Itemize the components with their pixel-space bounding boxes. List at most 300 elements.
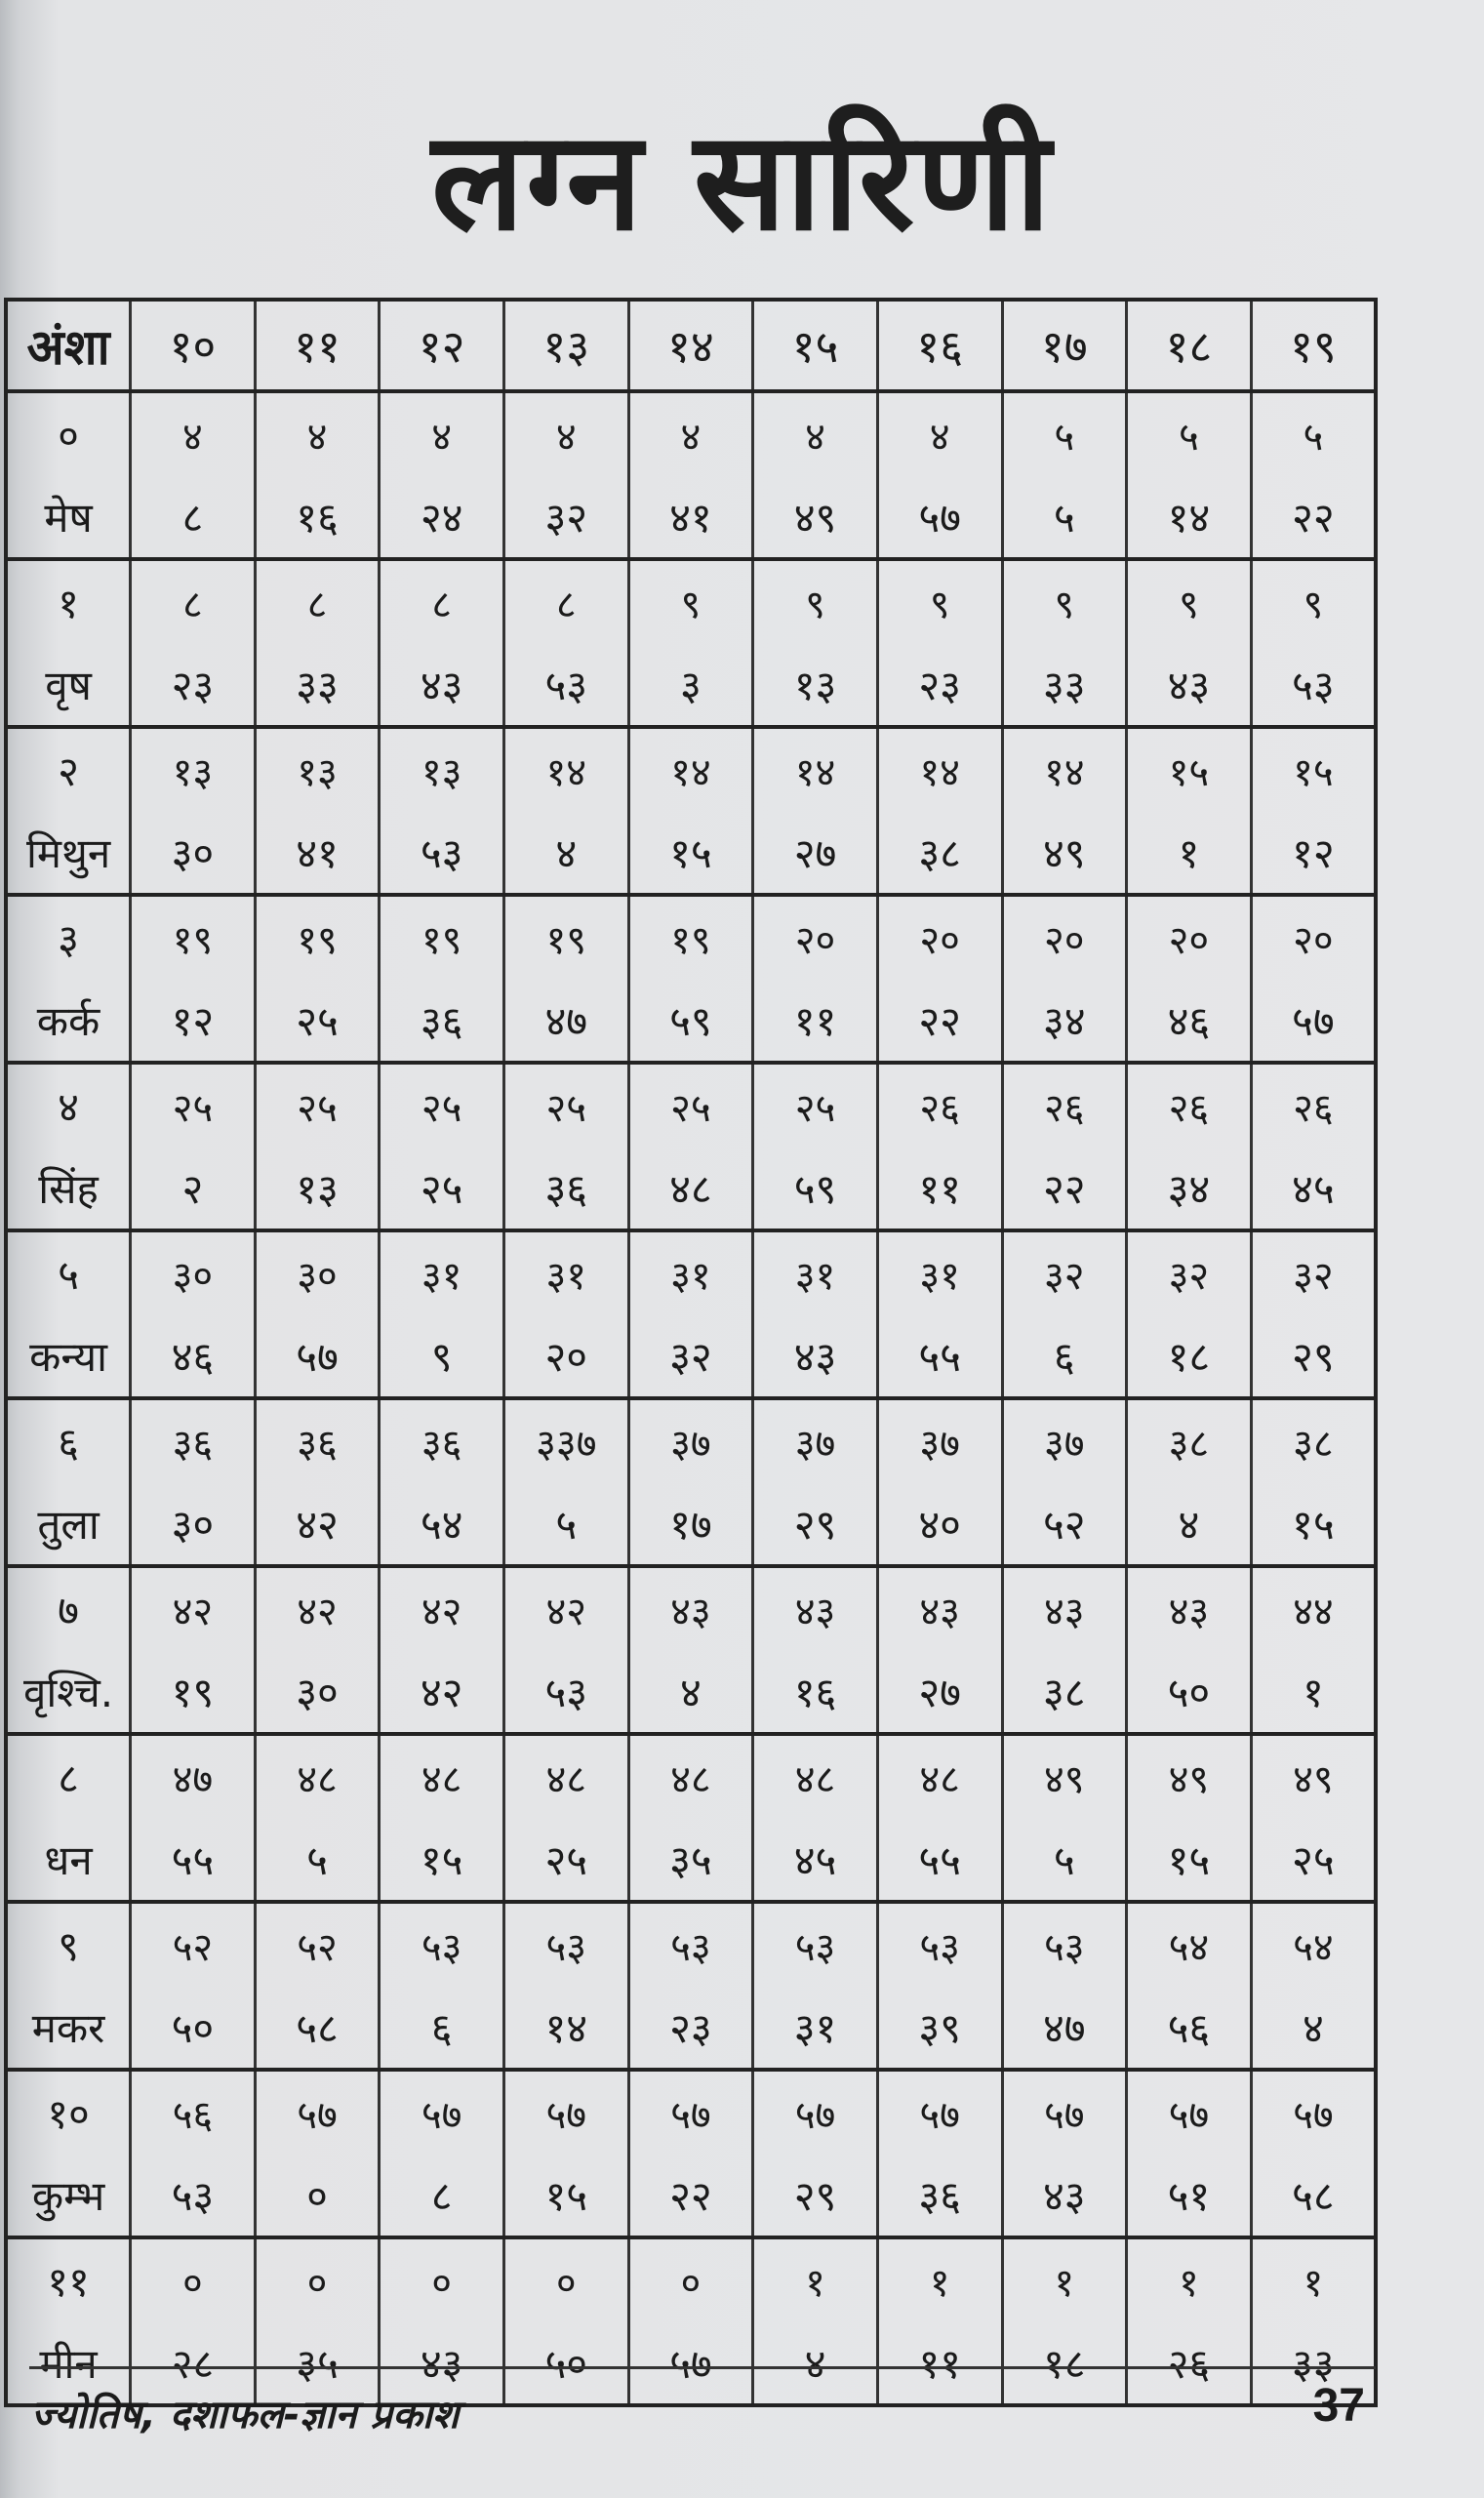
- degree-cell: १: [877, 2237, 1002, 2321]
- degree-cell: ३८: [1127, 1398, 1252, 1482]
- degree-cell: ५४: [1251, 1902, 1376, 1986]
- degree-cell: ५७: [380, 2070, 504, 2154]
- degree-cell: १: [753, 2237, 878, 2321]
- sign-index-cell: ०: [6, 391, 131, 475]
- sign-name-cell: कुम्भ: [6, 2154, 131, 2237]
- minute-cell: ४०: [877, 1482, 1002, 1566]
- minute-cell: २०: [504, 1314, 629, 1398]
- degree-cell: २५: [131, 1063, 256, 1147]
- degree-cell: ४७: [131, 1734, 256, 1818]
- sign-name-cell: मिथुन: [6, 811, 131, 895]
- header-cell-degree: १४: [628, 300, 753, 391]
- minute-cell: ५०: [131, 1986, 256, 2070]
- table-row-degrees: [6, 1230, 1376, 1314]
- degree-cell: ९: [628, 559, 753, 643]
- minute-cell: २३: [628, 1986, 753, 2070]
- degree-cell: ४३: [1002, 1566, 1127, 1650]
- degree-cell: ५३: [628, 1902, 753, 1986]
- minute-cell: ३८: [877, 811, 1002, 895]
- minute-cell: ५३: [504, 643, 629, 727]
- header-cell-degree: १०: [131, 300, 256, 391]
- minute-cell: ५०: [504, 2321, 629, 2405]
- minute-cell: २९: [1251, 1314, 1376, 1398]
- minute-cell: ३०: [131, 1482, 256, 1566]
- minute-cell: ४३: [1127, 643, 1252, 727]
- table-row-minutes: [6, 1147, 1376, 1230]
- minute-cell: ११: [877, 1147, 1002, 1230]
- minute-cell: ३५: [628, 1818, 753, 1902]
- minute-cell: ५०: [1127, 1650, 1252, 1734]
- minute-cell: ४: [504, 811, 629, 895]
- table-row-minutes: [6, 811, 1376, 895]
- minute-cell: ३५: [255, 2321, 380, 2405]
- minute-cell: ५६: [1127, 1986, 1252, 2070]
- degree-cell: ४३: [877, 1566, 1002, 1650]
- degree-cell: ४२: [380, 1566, 504, 1650]
- degree-cell: १५: [1127, 727, 1252, 811]
- minute-cell: ४५: [1251, 1147, 1376, 1230]
- sign-name-cell: धन: [6, 1818, 131, 1902]
- minute-cell: ४६: [1127, 979, 1252, 1063]
- minute-cell: २५: [255, 979, 380, 1063]
- sign-index-cell: ३: [6, 895, 131, 979]
- minute-cell: ५२: [1002, 1482, 1127, 1566]
- degree-cell: १४: [877, 727, 1002, 811]
- header-row: [6, 300, 1376, 391]
- header-cell-degree: १३: [504, 300, 629, 391]
- minute-cell: ४३: [753, 1314, 878, 1398]
- degree-cell: ४८: [628, 1734, 753, 1818]
- sign-index-cell: १: [6, 559, 131, 643]
- minute-cell: ३६: [380, 979, 504, 1063]
- minute-cell: ३६: [504, 1147, 629, 1230]
- sign-name-cell: तुला: [6, 1482, 131, 1566]
- minute-cell: १७: [628, 1482, 753, 1566]
- minute-cell: १५: [380, 1818, 504, 1902]
- minute-cell: २५: [380, 1147, 504, 1230]
- degree-cell: ३३७: [504, 1398, 629, 1482]
- degree-cell: ३१: [504, 1230, 629, 1314]
- degree-cell: ४४: [1251, 1566, 1376, 1650]
- degree-cell: २५: [504, 1063, 629, 1147]
- minute-cell: ५४: [380, 1482, 504, 1566]
- degree-cell: १९: [504, 895, 629, 979]
- degree-cell: २०: [753, 895, 878, 979]
- minute-cell: ३९: [877, 1986, 1002, 2070]
- minute-cell: ४२: [380, 1650, 504, 1734]
- table-row-degrees: [6, 1063, 1376, 1147]
- degree-cell: ४९: [1251, 1734, 1376, 1818]
- minute-cell: ५७: [877, 475, 1002, 559]
- degree-cell: १४: [628, 727, 753, 811]
- degree-cell: ५३: [1002, 1902, 1127, 1986]
- table-header: [6, 300, 1376, 391]
- degree-cell: ४८: [504, 1734, 629, 1818]
- degree-cell: ३२: [1002, 1230, 1127, 1314]
- degree-cell: ४३: [628, 1566, 753, 1650]
- degree-cell: ३७: [1002, 1398, 1127, 1482]
- degree-cell: ५: [1251, 391, 1376, 475]
- minute-cell: ५८: [1251, 2154, 1376, 2237]
- degree-cell: ०: [255, 2237, 380, 2321]
- minute-cell: ५७: [1251, 979, 1376, 1063]
- degree-cell: १३: [131, 727, 256, 811]
- minute-cell: ४: [1251, 1986, 1376, 2070]
- degree-cell: २६: [877, 1063, 1002, 1147]
- degree-cell: ४८: [380, 1734, 504, 1818]
- minute-cell: २३: [877, 643, 1002, 727]
- minute-cell: १५: [1127, 1818, 1252, 1902]
- degree-cell: ४२: [255, 1566, 380, 1650]
- minute-cell: २५: [1251, 1818, 1376, 1902]
- degree-cell: ५२: [255, 1902, 380, 1986]
- degree-cell: १३: [255, 727, 380, 811]
- degree-cell: ३१: [877, 1230, 1002, 1314]
- minute-cell: ५९: [753, 1147, 878, 1230]
- minute-cell: २: [131, 1147, 256, 1230]
- minute-cell: ५५: [877, 1818, 1002, 1902]
- degree-cell: २६: [1127, 1063, 1252, 1147]
- minute-cell: ६: [380, 1986, 504, 2070]
- minute-cell: ४९: [753, 475, 878, 559]
- minute-cell: ३४: [1002, 979, 1127, 1063]
- minute-cell: ४: [628, 1650, 753, 1734]
- degree-cell: ५७: [504, 2070, 629, 2154]
- minute-cell: ४३: [380, 643, 504, 727]
- minute-cell: ५७: [628, 2321, 753, 2405]
- degree-cell: ५७: [628, 2070, 753, 2154]
- minute-cell: ३८: [1002, 1650, 1127, 1734]
- minute-cell: ५: [255, 1818, 380, 1902]
- minute-cell: १५: [504, 2154, 629, 2237]
- minute-cell: ४: [753, 2321, 878, 2405]
- sign-name-cell: मेष: [6, 475, 131, 559]
- degree-cell: ५३: [504, 1902, 629, 1986]
- degree-cell: ५७: [753, 2070, 878, 2154]
- degree-cell: ४: [628, 391, 753, 475]
- minute-cell: ४७: [1002, 1986, 1127, 2070]
- degree-cell: ९: [877, 559, 1002, 643]
- degree-cell: ४८: [753, 1734, 878, 1818]
- degree-cell: २५: [380, 1063, 504, 1147]
- degree-cell: १: [1251, 2237, 1376, 2321]
- header-cell-degree: १५: [753, 300, 878, 391]
- sign-index-cell: १०: [6, 2070, 131, 2154]
- sign-name-cell: वृश्चि.: [6, 1650, 131, 1734]
- minute-cell: १५: [628, 811, 753, 895]
- minute-cell: ४१: [628, 475, 753, 559]
- header-cell-degree: १८: [1127, 300, 1252, 391]
- table-row-degrees: [6, 2070, 1376, 2154]
- table-row-degrees: [6, 1566, 1376, 1650]
- degree-cell: ४८: [877, 1734, 1002, 1818]
- minute-cell: २५: [504, 1818, 629, 1902]
- minute-cell: ९: [380, 1314, 504, 1398]
- degree-cell: १९: [380, 895, 504, 979]
- degree-cell: २०: [1002, 895, 1127, 979]
- minute-cell: ३२: [628, 1314, 753, 1398]
- minute-cell: ३१: [753, 1986, 878, 2070]
- minute-cell: १५: [1251, 1482, 1376, 1566]
- minute-cell: ५: [1002, 1818, 1127, 1902]
- degree-cell: २०: [1251, 895, 1376, 979]
- degree-cell: ३७: [877, 1398, 1002, 1482]
- minute-cell: १: [1127, 811, 1252, 895]
- minute-cell: १२: [1251, 811, 1376, 895]
- minute-cell: २२: [628, 2154, 753, 2237]
- degree-cell: ४३: [753, 1566, 878, 1650]
- degree-cell: ३६: [255, 1398, 380, 1482]
- table-row-minutes: [6, 475, 1376, 559]
- sign-index-cell: ८: [6, 1734, 131, 1818]
- degree-cell: ५२: [131, 1902, 256, 1986]
- degree-cell: ४: [753, 391, 878, 475]
- table-row-degrees: [6, 2237, 1376, 2321]
- minute-cell: ३०: [255, 1650, 380, 1734]
- minute-cell: ३३: [1251, 2321, 1376, 2405]
- degree-cell: ५७: [877, 2070, 1002, 2154]
- degree-cell: ४: [255, 391, 380, 475]
- minute-cell: ५३: [504, 1650, 629, 1734]
- sign-name-cell: कन्या: [6, 1314, 131, 1398]
- degree-cell: ४२: [504, 1566, 629, 1650]
- publisher-name: ज्योतिष, दशाफल-ज्ञान प्रकाश: [31, 2393, 460, 2438]
- degree-cell: ८: [255, 559, 380, 643]
- degree-cell: ३२: [1127, 1230, 1252, 1314]
- degree-cell: २५: [753, 1063, 878, 1147]
- degree-cell: ४: [131, 391, 256, 475]
- degree-cell: ८: [380, 559, 504, 643]
- minute-cell: ३३: [1002, 643, 1127, 727]
- degree-cell: ३०: [131, 1230, 256, 1314]
- page-title: लग्न सारिणी: [431, 102, 1053, 262]
- degree-cell: २०: [877, 895, 1002, 979]
- degree-cell: ३२: [1251, 1230, 1376, 1314]
- sign-index-cell: ९: [6, 1902, 131, 1986]
- minute-cell: ८: [131, 475, 256, 559]
- degree-cell: ५७: [255, 2070, 380, 2154]
- table-row-minutes: [6, 1482, 1376, 1566]
- degree-cell: २६: [1002, 1063, 1127, 1147]
- degree-cell: ५४: [1127, 1902, 1252, 1986]
- degree-cell: ५: [1002, 391, 1127, 475]
- minute-cell: १४: [1127, 475, 1252, 559]
- minute-cell: २२: [1002, 1147, 1127, 1230]
- minute-cell: ३४: [1127, 1147, 1252, 1230]
- degree-cell: ९: [1002, 559, 1127, 643]
- table-row-minutes: [6, 2154, 1376, 2237]
- minute-cell: २२: [1251, 475, 1376, 559]
- minute-cell: ६: [1002, 1314, 1127, 1398]
- degree-cell: ९: [1127, 559, 1252, 643]
- degree-cell: ३०: [255, 1230, 380, 1314]
- minute-cell: २३: [131, 643, 256, 727]
- degree-cell: २५: [255, 1063, 380, 1147]
- minute-cell: ५३: [131, 2154, 256, 2237]
- minute-cell: ३३: [255, 643, 380, 727]
- table-row-minutes: [6, 1818, 1376, 1902]
- sign-index-cell: ४: [6, 1063, 131, 1147]
- minute-cell: १८: [1127, 1314, 1252, 1398]
- minute-cell: ४५: [753, 1818, 878, 1902]
- minute-cell: ५९: [628, 979, 753, 1063]
- minute-cell: ४९: [1002, 811, 1127, 895]
- minute-cell: १: [1251, 1650, 1376, 1734]
- table-row-minutes: [6, 643, 1376, 727]
- table-row-degrees: [6, 727, 1376, 811]
- header-cell-degree: १२: [380, 300, 504, 391]
- degree-cell: ०: [504, 2237, 629, 2321]
- degree-cell: ३७: [628, 1398, 753, 1482]
- minute-cell: ३०: [131, 811, 256, 895]
- sign-name-cell: मकर: [6, 1986, 131, 2070]
- table-row-minutes: [6, 1650, 1376, 1734]
- table-row-degrees: [6, 1734, 1376, 1818]
- degree-cell: ४८: [255, 1734, 380, 1818]
- degree-cell: १५: [1251, 727, 1376, 811]
- sign-index-cell: ६: [6, 1398, 131, 1482]
- minute-cell: ८: [380, 2154, 504, 2237]
- sign-index-cell: ७: [6, 1566, 131, 1650]
- minute-cell: ५१: [1127, 2154, 1252, 2237]
- degree-cell: १: [1002, 2237, 1127, 2321]
- minute-cell: ३: [628, 643, 753, 727]
- degree-cell: ५७: [1251, 2070, 1376, 2154]
- degree-cell: ४: [877, 391, 1002, 475]
- degree-cell: ५६: [131, 2070, 256, 2154]
- table-row-degrees: [6, 1398, 1376, 1482]
- minute-cell: ५७: [255, 1314, 380, 1398]
- degree-cell: ४: [380, 391, 504, 475]
- minute-cell: ५३: [1251, 643, 1376, 727]
- minute-cell: ४: [1127, 1482, 1252, 1566]
- sign-index-cell: ११: [6, 2237, 131, 2321]
- degree-cell: १४: [1002, 727, 1127, 811]
- table-row-minutes: [6, 979, 1376, 1063]
- sign-name-cell: मीन: [6, 2321, 131, 2405]
- table-row-minutes: [6, 1986, 1376, 2070]
- minute-cell: २२: [877, 979, 1002, 1063]
- degree-cell: १४: [753, 727, 878, 811]
- minute-cell: १३: [753, 643, 878, 727]
- minute-cell: २४: [380, 475, 504, 559]
- minute-cell: ११: [753, 979, 878, 1063]
- lagna-table: [4, 298, 1378, 2407]
- table-row-degrees: [6, 895, 1376, 979]
- degree-cell: ८: [131, 559, 256, 643]
- table-row-degrees: [6, 391, 1376, 475]
- minute-cell: १४: [504, 1986, 629, 2070]
- degree-cell: ०: [380, 2237, 504, 2321]
- sign-index-cell: २: [6, 727, 131, 811]
- degree-cell: १३: [380, 727, 504, 811]
- minute-cell: ५: [504, 1482, 629, 1566]
- minute-cell: २९: [753, 1482, 878, 1566]
- header-cell-ansha: अंशा: [6, 300, 131, 391]
- minute-cell: २६: [1127, 2321, 1252, 2405]
- degree-cell: २०: [1127, 895, 1252, 979]
- minute-cell: १९: [131, 1650, 256, 1734]
- degree-cell: ४९: [1002, 1734, 1127, 1818]
- table-row-minutes: [6, 1314, 1376, 1398]
- minute-cell: ४६: [131, 1314, 256, 1398]
- minute-cell: ३२: [504, 475, 629, 559]
- minute-cell: ११: [877, 2321, 1002, 2405]
- degree-cell: ५३: [877, 1902, 1002, 1986]
- degree-cell: ३१: [380, 1230, 504, 1314]
- minute-cell: १६: [255, 475, 380, 559]
- sign-name-cell: सिंह: [6, 1147, 131, 1230]
- degree-cell: २५: [628, 1063, 753, 1147]
- header-cell-degree: १७: [1002, 300, 1127, 391]
- degree-cell: ५७: [1002, 2070, 1127, 2154]
- degree-cell: ३१: [753, 1230, 878, 1314]
- minute-cell: ३६: [877, 2154, 1002, 2237]
- header-cell-degree: १६: [877, 300, 1002, 391]
- degree-cell: १४: [504, 727, 629, 811]
- table-row-degrees: [6, 1902, 1376, 1986]
- minute-cell: ४८: [628, 1147, 753, 1230]
- minute-cell: २९: [753, 2154, 878, 2237]
- degree-cell: १९: [131, 895, 256, 979]
- minute-cell: २७: [753, 811, 878, 895]
- sign-name-cell: कर्क: [6, 979, 131, 1063]
- table-row-degrees: [6, 559, 1376, 643]
- minute-cell: १३: [255, 1147, 380, 1230]
- degree-cell: ४: [504, 391, 629, 475]
- degree-cell: ३६: [131, 1398, 256, 1482]
- degree-cell: ५: [1127, 391, 1252, 475]
- sign-index-cell: ५: [6, 1230, 131, 1314]
- degree-cell: ३१: [628, 1230, 753, 1314]
- degree-cell: ३७: [753, 1398, 878, 1482]
- header-cell-degree: १९: [1251, 300, 1376, 391]
- header-cell-degree: ११: [255, 300, 380, 391]
- minute-cell: १८: [1002, 2321, 1127, 2405]
- degree-cell: ३६: [380, 1398, 504, 1482]
- degree-cell: ८: [504, 559, 629, 643]
- degree-cell: ०: [628, 2237, 753, 2321]
- degree-cell: ४२: [131, 1566, 256, 1650]
- degree-cell: १: [1127, 2237, 1252, 2321]
- minute-cell: १२: [131, 979, 256, 1063]
- minute-cell: ०: [255, 2154, 380, 2237]
- degree-cell: ४९: [1127, 1734, 1252, 1818]
- degree-cell: ९: [753, 559, 878, 643]
- degree-cell: ४३: [1127, 1566, 1252, 1650]
- table-body: [6, 391, 1376, 2405]
- page-number: 37: [1312, 2380, 1365, 2432]
- degree-cell: १९: [628, 895, 753, 979]
- minute-cell: ४७: [504, 979, 629, 1063]
- sign-name-cell: वृष: [6, 643, 131, 727]
- degree-cell: ५३: [380, 1902, 504, 1986]
- degree-cell: ९: [1251, 559, 1376, 643]
- minute-cell: २७: [877, 1650, 1002, 1734]
- degree-cell: ०: [131, 2237, 256, 2321]
- footer-divider: [29, 2366, 1376, 2369]
- minute-cell: ५: [1002, 475, 1127, 559]
- degree-cell: ५७: [1127, 2070, 1252, 2154]
- minute-cell: ५८: [255, 1986, 380, 2070]
- minute-cell: २८: [131, 2321, 256, 2405]
- degree-cell: १९: [255, 895, 380, 979]
- degree-cell: ३८: [1251, 1398, 1376, 1482]
- minute-cell: ४३: [380, 2321, 504, 2405]
- minute-cell: ५५: [131, 1818, 256, 1902]
- minute-cell: ४३: [1002, 2154, 1127, 2237]
- degree-cell: २६: [1251, 1063, 1376, 1147]
